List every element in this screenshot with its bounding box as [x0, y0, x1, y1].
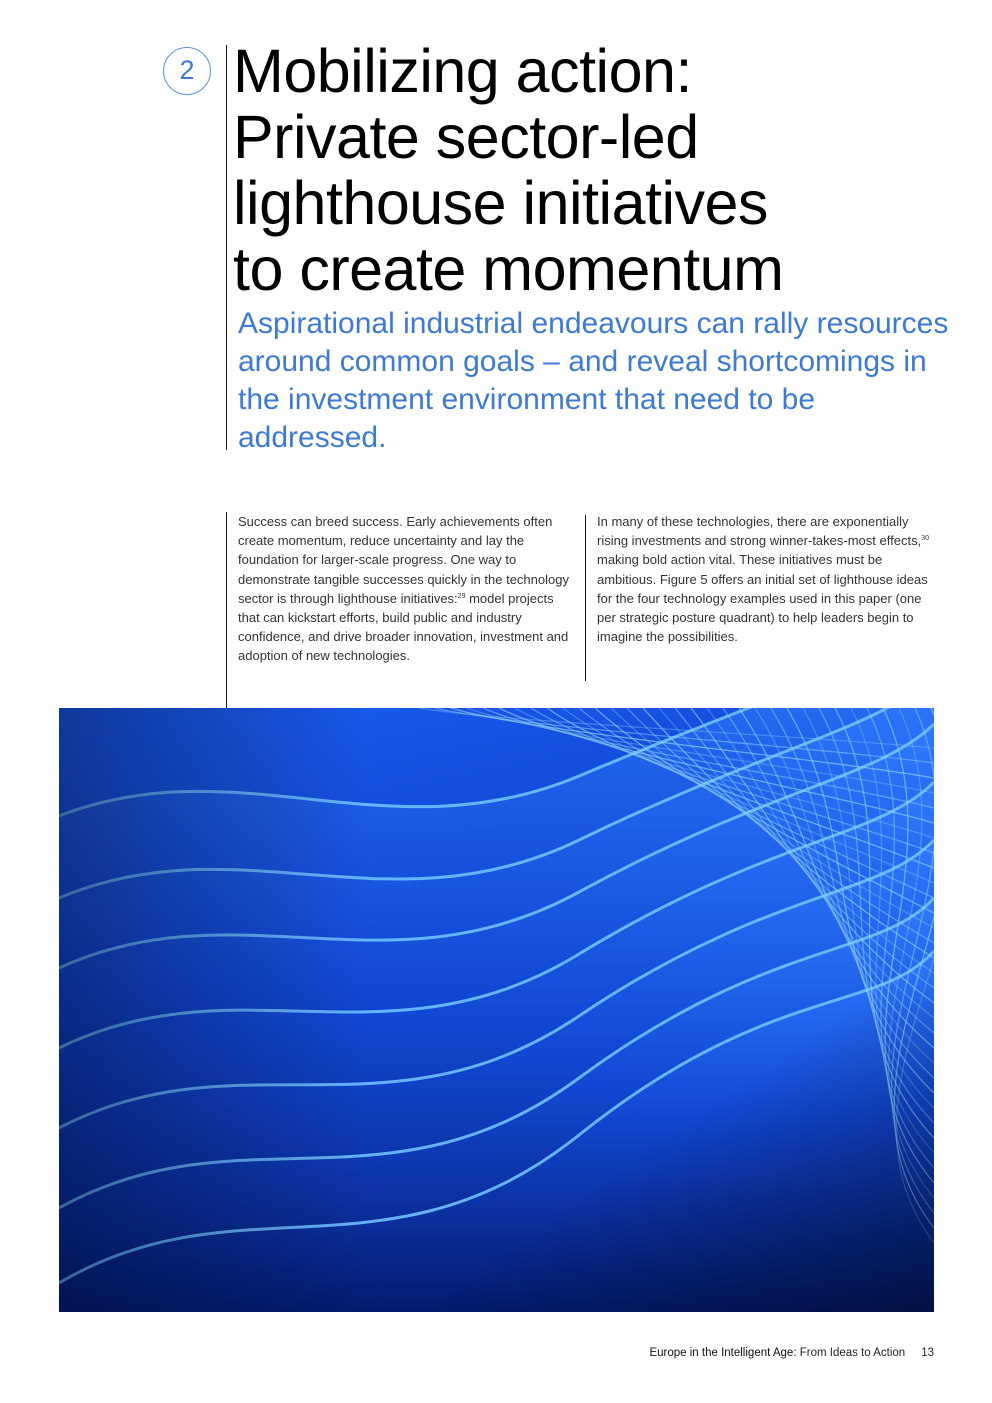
body-column-left — [238, 512, 578, 666]
title-line: Private sector-led — [233, 103, 699, 171]
page-subtitle: Aspirational industrial endeavours can rally resources around common goals – and reveal shortcomings in the investment environment that need to be addressed. — [238, 307, 949, 454]
title-line: Mobilizing action: — [233, 37, 692, 105]
body-column-divider — [585, 515, 586, 681]
chapter-number-badge: 2 — [163, 47, 211, 95]
body-text: making bold action vital. These initiatives must be ambitious. Figure 5 offers an initial set of lighthouse ideas for the four technology examples used in this paper (one per strategic posture quadrant) to help leaders begin to imagine the possibilities. — [597, 552, 928, 645]
page-number: 13 — [921, 1347, 934, 1359]
title-line: lighthouse initiatives — [233, 169, 768, 237]
footer-report-title: Europe in the Intelligent Age: — [649, 1347, 797, 1359]
title-line: to create momentum — [233, 235, 784, 303]
body-text: model projects that can kickstart efforts, build public and industry confidence, and drive broader innovation, investment and adoption of new technologies. — [238, 590, 569, 664]
footnote-ref[interactable]: 29 — [457, 592, 466, 600]
body-text: In many of these technologies, there are exponentially rising investments and strong winner-takes-most effects, — [597, 514, 922, 549]
page-title — [233, 38, 953, 302]
hero-wave-image — [59, 708, 934, 1312]
body-left-divider — [226, 512, 227, 708]
page-footer — [649, 1347, 934, 1359]
title-divider — [226, 45, 227, 450]
footnote-ref[interactable]: 30 — [921, 535, 929, 543]
body-text: Success can breed success. Early achievements often create momentum, reduce uncertainty and lay the foundation for larger-scale progress. One way to demonstrate tangible successes quickly in the technology sector is through lighthouse initiatives: — [238, 514, 569, 606]
footer-report-subtitle: From Ideas to Action — [796, 1347, 906, 1359]
body-column-right — [597, 512, 937, 646]
